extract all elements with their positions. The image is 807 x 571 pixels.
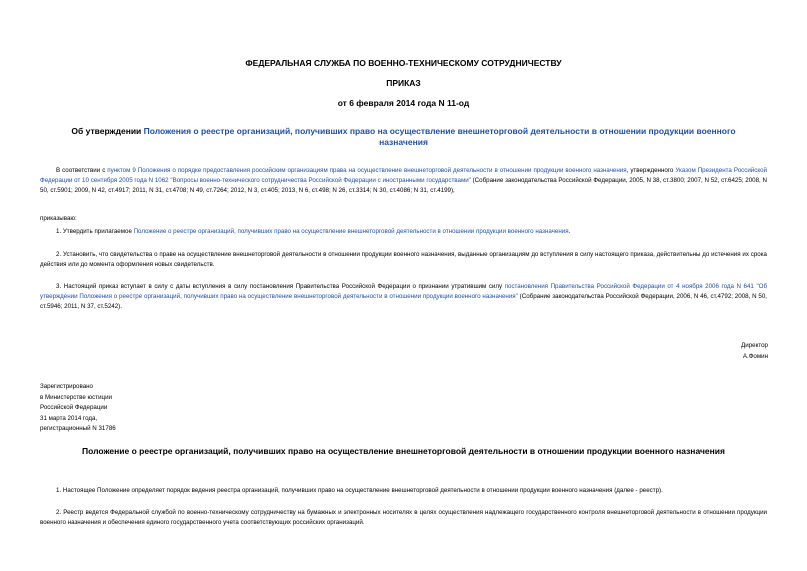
preamble-link-2[interactable]: Указом Президента Российской Федерации от 10 сентября 2005 года N 1062 "Вопросы военно-технического сотрудничества Российской Федерации с иностранными государствами" bbox=[40, 167, 768, 185]
preamble-text-3: (Собрание законодательства Российской Федерации, 2005, N 38, ст.3800; 2007, N 52, ст.6425; 2008, N 50, ст.5901; 2009, N 42, ст.4917; 2011, N 31, ст.4708; N 49, ст.7264; 2012, N 3, ст.405; 2013, N 6, ст.498; N 26, ст.3314; N 30, ст.4086; N 31, ст.4199), bbox=[40, 177, 768, 195]
item-3-paragraph bbox=[40, 282, 767, 313]
preamble-text-1: В соответствии с bbox=[56, 167, 108, 174]
doc-type-heading: ПРИКАЗ bbox=[386, 78, 421, 88]
order-title bbox=[60, 126, 747, 148]
item-2-paragraph: 2. Установить, что свидетельства о праве на осуществление внешнеторговой деятельности в отношении продукции военного назначения, выданные организациям до вступления в силу настоящего приказа, действительны до истечения их срока действия или до момента оформления новых свидетельств. bbox=[40, 251, 767, 269]
preamble-link-1[interactable]: пунктом 9 Положения о порядке предоставления российским организациям права на осуществление внешнеторговой деятельности в отношении продукции военного назначения bbox=[107, 167, 627, 174]
agency-heading: ФЕДЕРАЛЬНАЯ СЛУЖБА ПО ВОЕННО-ТЕХНИЧЕСКОМУ СОТРУДНИЧЕСТВУ bbox=[245, 58, 562, 68]
preamble-text-2: , утвержденного bbox=[626, 167, 676, 174]
registration-line-1: Зарегистрировано bbox=[40, 383, 93, 390]
registration-line-4: 31 марта 2014 года, bbox=[40, 414, 98, 422]
item-3-end: (Собрание законодательства Российской Федерации, 2006, N 46, ст.4792; 2008, N 50, ст.5946; 2011, N 37, ст.5242). bbox=[40, 293, 767, 311]
order-title-link[interactable]: Положения о реестре организаций, получивших право на осуществление внешнеторговой деятельности в отношении продукции военного назначения bbox=[143, 126, 736, 147]
signature-position: Директор bbox=[741, 342, 768, 349]
item-1-link[interactable]: Положение о реестре организаций, получивших право на осуществление внешнеторговой деятельности в отношении продукции военного назначения bbox=[133, 228, 569, 235]
signature-block bbox=[741, 341, 768, 362]
section-item-1: 1. Настоящее Положение определяет порядок ведения реестра организаций, получивших право на осуществление внешнеторговой деятельности в отношении продукции военного назначения (далее - реестр). bbox=[56, 487, 663, 494]
item-3-text: 3. Настоящий приказ вступает в силу с даты вступления в силу постановления Правительства Российской Федерации о признании утратившим силу bbox=[56, 283, 505, 290]
signature-name: А.Фомин bbox=[742, 352, 768, 360]
order-title-prefix: Об утверждении bbox=[71, 126, 144, 136]
item-1-end: . bbox=[568, 228, 571, 235]
item-1-text: 1. Утвердить прилагаемое bbox=[56, 228, 134, 235]
section-title: Положение о реестре организаций, получивших право на осуществление внешнеторговой деятельности в отношении продукции военного назначения bbox=[82, 446, 725, 456]
preamble-paragraph bbox=[40, 166, 767, 197]
order-word: приказываю: bbox=[40, 215, 77, 222]
registration-line-2: в Министерстве юстиции bbox=[40, 393, 113, 401]
item-1-paragraph bbox=[40, 227, 767, 237]
registration-block bbox=[40, 382, 116, 435]
registration-line-3: Российской Федерации bbox=[40, 404, 108, 411]
section-item-2: 2. Реестр ведется Федеральной службой по военно-техническому сотрудничеству на бумажных и электронных носителях в целях осуществления надлежащего государственного контроля внешнеторговой деятельности в отношении продукции военного назначения и обеспечения единого государственного учета соответствующих российских организаций. bbox=[40, 509, 767, 527]
item-3-link[interactable]: постановления Правительства Российской Федерации от 4 ноября 2006 года N 641 "Об утверждении Положения о реестре организаций, получивших право на осуществление внешнеторговой деятельности в отношении продукции военного назначения" bbox=[40, 283, 767, 301]
registration-line-5: регистрационный N 31786 bbox=[40, 425, 116, 432]
date-number-heading: от 6 февраля 2014 года N 11-од bbox=[337, 98, 470, 108]
